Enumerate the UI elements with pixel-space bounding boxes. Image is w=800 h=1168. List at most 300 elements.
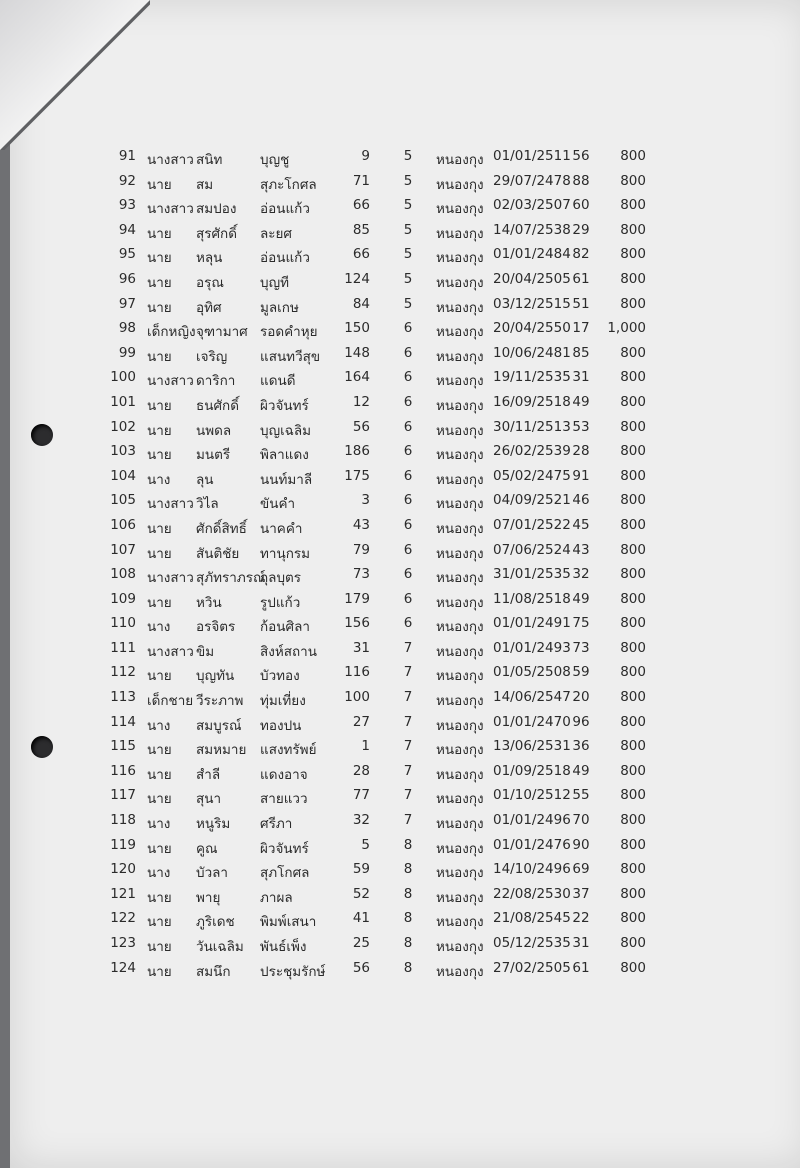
name-title: นาย <box>147 840 172 857</box>
house-number: 52 <box>352 885 370 902</box>
village-name: หนองกุง <box>436 766 484 783</box>
table-row <box>0 763 800 788</box>
name-title: นางสาว <box>147 496 194 513</box>
birth-date: 27/02/2505 <box>493 959 571 976</box>
allowance-amount: 800 <box>620 516 646 533</box>
age: 60 <box>572 197 590 214</box>
row-number: 118 <box>110 812 136 829</box>
age: 82 <box>572 246 590 263</box>
table-row <box>0 492 800 517</box>
age: 53 <box>572 418 590 435</box>
house-number: 56 <box>352 959 370 976</box>
moo-number: 5 <box>403 270 413 287</box>
moo-number: 7 <box>403 639 413 656</box>
last-name: สิงห์สถาน <box>260 643 317 660</box>
village-name: หนองกุง <box>436 840 484 857</box>
age: 55 <box>572 787 590 804</box>
village-name: หนองกุง <box>436 816 484 833</box>
first-name: สมหมาย <box>196 742 247 759</box>
village-name: หนองกุง <box>436 545 484 562</box>
last-name: ทองปน <box>260 717 302 734</box>
village-name: หนองกุง <box>436 299 484 316</box>
first-name: นพดล <box>196 422 232 439</box>
birth-date: 30/11/2513 <box>493 418 571 435</box>
name-title: นาง <box>147 619 171 636</box>
house-number: 179 <box>344 590 370 607</box>
row-number: 119 <box>110 836 136 853</box>
last-name: อ่อนแก้ว <box>260 201 310 218</box>
name-title: นาง <box>147 816 171 833</box>
allowance-amount: 800 <box>620 910 646 927</box>
house-number: 148 <box>344 344 370 361</box>
village-name: หนองกุง <box>436 520 484 537</box>
first-name: สำลี <box>196 766 221 783</box>
table-row <box>0 296 800 321</box>
table-row <box>0 861 800 886</box>
birth-date: 14/06/2547 <box>493 689 571 706</box>
name-title: นาย <box>147 766 172 783</box>
last-name: อ่อนแก้ว <box>260 250 310 267</box>
first-name: บุญทัน <box>196 668 235 685</box>
age: 49 <box>572 393 590 410</box>
moo-number: 8 <box>403 935 413 951</box>
house-number: 41 <box>352 910 370 927</box>
allowance-amount: 800 <box>620 885 646 902</box>
last-name: ก้อนศิลา <box>260 619 310 636</box>
village-name: หนองกุง <box>436 889 484 906</box>
table-row <box>0 714 800 739</box>
house-number: 116 <box>344 664 370 681</box>
row-number: 96 <box>118 270 136 287</box>
birth-date: 14/07/2538 <box>493 221 571 238</box>
last-name: แสนทวีสุข <box>260 348 321 365</box>
birth-date: 01/09/2518 <box>493 762 571 779</box>
moo-number: 5 <box>403 197 413 214</box>
name-title: นางสาว <box>147 201 194 218</box>
age: 36 <box>572 738 590 755</box>
name-title: เด็กหญิง <box>147 324 196 341</box>
village-name: หนองกุง <box>436 496 484 513</box>
row-number: 112 <box>110 664 136 681</box>
age: 51 <box>572 295 590 312</box>
allowance-amount: 800 <box>620 246 646 263</box>
table-row <box>0 222 800 247</box>
row-number: 91 <box>118 148 136 164</box>
first-name: สุรศักดิ์ <box>196 225 238 242</box>
last-name: ละยศ <box>260 225 293 242</box>
birth-date: 19/11/2535 <box>493 369 571 386</box>
table-row <box>0 345 800 370</box>
table-row <box>0 787 800 812</box>
name-title: นาย <box>147 397 172 414</box>
moo-number: 8 <box>403 959 413 976</box>
moo-number: 7 <box>403 689 413 706</box>
allowance-amount: 800 <box>620 541 646 558</box>
row-number: 115 <box>110 738 136 755</box>
age: 43 <box>572 541 590 558</box>
birth-date: 26/02/2539 <box>493 443 571 460</box>
name-title: นางสาว <box>147 570 194 587</box>
last-name: บุญที <box>260 274 289 291</box>
allowance-amount: 800 <box>620 566 646 583</box>
house-number: 27 <box>352 713 370 730</box>
row-number: 110 <box>110 615 136 632</box>
name-title: นาย <box>147 668 172 685</box>
house-number: 56 <box>352 418 370 435</box>
moo-number: 6 <box>403 590 413 607</box>
moo-number: 6 <box>403 541 413 558</box>
house-number: 164 <box>344 369 370 386</box>
age: 32 <box>572 566 590 583</box>
moo-number: 8 <box>403 910 413 927</box>
row-number: 107 <box>110 541 136 558</box>
birth-date: 16/09/2518 <box>493 393 571 410</box>
village-name: หนองกุง <box>436 619 484 636</box>
age: 29 <box>572 221 590 238</box>
allowance-amount: 800 <box>620 861 646 878</box>
row-number: 113 <box>110 689 136 706</box>
name-title: นาย <box>147 742 172 759</box>
name-title: นาย <box>147 348 172 365</box>
allowance-amount: 800 <box>620 689 646 706</box>
moo-number: 6 <box>403 467 413 484</box>
moo-number: 7 <box>403 738 413 755</box>
name-title: นาย <box>147 791 172 808</box>
age: 61 <box>572 959 590 976</box>
first-name: อรุณ <box>196 274 224 291</box>
birth-date: 10/06/2481 <box>493 344 571 361</box>
row-number: 94 <box>118 221 136 238</box>
name-title: นาย <box>147 520 172 537</box>
house-number: 9 <box>361 148 370 164</box>
village-name: หนองกุง <box>436 643 484 660</box>
age: 31 <box>572 369 590 386</box>
moo-number: 7 <box>403 713 413 730</box>
first-name: ดาริกา <box>196 373 236 390</box>
birth-date: 22/08/2530 <box>493 885 571 902</box>
age: 17 <box>572 320 590 337</box>
first-name: วิไล <box>196 496 219 513</box>
house-number: 71 <box>352 172 370 189</box>
row-number: 116 <box>110 762 136 779</box>
allowance-amount: 800 <box>620 590 646 607</box>
allowance-amount: 1,000 <box>607 320 646 337</box>
allowance-amount: 800 <box>620 295 646 312</box>
table-row <box>0 664 800 689</box>
table-row <box>0 173 800 198</box>
name-title: เด็กชาย <box>147 693 194 710</box>
village-name: หนองกุง <box>436 594 484 611</box>
name-title: นางสาว <box>147 643 194 660</box>
age: 70 <box>572 812 590 829</box>
name-title: นาย <box>147 545 172 562</box>
first-name: สมนึก <box>196 963 231 980</box>
allowance-amount: 800 <box>620 443 646 460</box>
row-number: 93 <box>118 197 136 214</box>
row-number: 117 <box>110 787 136 804</box>
last-name: ประชุมรักษ์ <box>260 963 326 980</box>
first-name: ภูริเดช <box>196 914 235 931</box>
last-name: สุภะโกศล <box>260 176 317 193</box>
moo-number: 8 <box>403 885 413 902</box>
last-name: สายแวว <box>260 791 308 808</box>
village-name: หนองกุง <box>436 865 484 882</box>
table-row <box>0 369 800 394</box>
row-number: 121 <box>110 885 136 902</box>
row-number: 109 <box>110 590 136 607</box>
age: 61 <box>572 270 590 287</box>
first-name: หลุน <box>196 250 223 267</box>
moo-number: 5 <box>403 172 413 189</box>
age: 90 <box>572 836 590 853</box>
village-name: หนองกุง <box>436 250 484 267</box>
table-row <box>0 960 800 985</box>
age: 75 <box>572 615 590 632</box>
allowance-amount: 800 <box>620 221 646 238</box>
name-title: นางสาว <box>147 373 194 390</box>
last-name: บุญชู <box>260 152 290 168</box>
table-row <box>0 246 800 271</box>
house-number: 66 <box>352 197 370 214</box>
birth-date: 01/01/2493 <box>493 639 571 656</box>
last-name: ผิวจันทร์ <box>260 397 309 414</box>
house-number: 59 <box>352 861 370 878</box>
first-name: สม <box>196 176 214 193</box>
moo-number: 6 <box>403 516 413 533</box>
house-number: 5 <box>361 836 370 853</box>
house-number: 32 <box>352 812 370 829</box>
village-name: หนองกุง <box>436 225 484 242</box>
house-number: 84 <box>352 295 370 312</box>
first-name: ลุน <box>196 471 214 488</box>
table-row <box>0 615 800 640</box>
name-title: นาง <box>147 865 171 882</box>
row-number: 124 <box>110 959 136 976</box>
birth-date: 01/10/2512 <box>493 787 571 804</box>
row-number: 100 <box>110 369 136 386</box>
last-name: รอดคำหุย <box>260 324 318 341</box>
first-name: เจริญ <box>196 348 228 365</box>
first-name: สมปอง <box>196 201 237 218</box>
village-name: หนองกุง <box>436 324 484 341</box>
name-title: นาย <box>147 889 172 906</box>
age: 73 <box>572 639 590 656</box>
village-name: หนองกุง <box>436 742 484 759</box>
table-row <box>0 468 800 493</box>
house-number: 66 <box>352 246 370 263</box>
table-row <box>0 837 800 862</box>
first-name: ขิม <box>196 643 215 660</box>
birth-date: 01/05/2508 <box>493 664 571 681</box>
house-number: 175 <box>344 467 370 484</box>
moo-number: 7 <box>403 787 413 804</box>
moo-number: 7 <box>403 812 413 829</box>
first-name: ธนศักดิ์ <box>196 397 239 414</box>
row-number: 120 <box>110 861 136 878</box>
age: 96 <box>572 713 590 730</box>
allowance-amount: 800 <box>620 467 646 484</box>
last-name: พันธ์เพ็ง <box>260 939 307 955</box>
table-row <box>0 738 800 763</box>
last-name: มูลเกษ <box>260 299 299 316</box>
name-title: นาง <box>147 471 171 488</box>
last-name: นนท์มาลี <box>260 471 313 488</box>
table-row <box>0 566 800 591</box>
table-row <box>0 271 800 296</box>
birth-date: 02/03/2507 <box>493 197 571 214</box>
village-name: หนองกุง <box>436 274 484 291</box>
birth-date: 03/12/2515 <box>493 295 571 312</box>
last-name: แสงทรัพย์ <box>260 742 317 759</box>
last-name: ศรีภา <box>260 816 293 833</box>
birth-date: 29/07/2478 <box>493 172 571 189</box>
table-row <box>0 394 800 419</box>
house-number: 43 <box>352 516 370 533</box>
birth-date: 01/01/2484 <box>493 246 571 263</box>
house-number: 31 <box>352 639 370 656</box>
age: 20 <box>572 689 590 706</box>
last-name: แดนดี <box>260 373 296 390</box>
row-number: 105 <box>110 492 136 509</box>
name-title: นาย <box>147 963 172 980</box>
birth-date: 21/08/2545 <box>493 910 571 927</box>
last-name: ภาผล <box>260 889 293 906</box>
moo-number: 6 <box>403 320 413 337</box>
allowance-amount: 800 <box>620 615 646 632</box>
birth-date: 07/01/2522 <box>493 516 571 533</box>
moo-number: 8 <box>403 861 413 878</box>
age: 31 <box>572 935 590 951</box>
moo-number: 6 <box>403 443 413 460</box>
moo-number: 6 <box>403 566 413 583</box>
moo-number: 8 <box>403 836 413 853</box>
first-name: วีระภาพ <box>196 693 244 710</box>
first-name: สุภัทราภรณ์ <box>196 570 266 587</box>
village-name: หนองกุง <box>436 693 484 710</box>
village-name: หนองกุง <box>436 717 484 734</box>
name-title: นาย <box>147 447 172 464</box>
house-number: 186 <box>344 443 370 460</box>
house-number: 73 <box>352 566 370 583</box>
village-name: หนองกุง <box>436 471 484 488</box>
table-row <box>0 419 800 444</box>
allowance-amount: 800 <box>620 197 646 214</box>
allowance-amount: 800 <box>620 418 646 435</box>
row-number: 99 <box>118 344 136 361</box>
moo-number: 6 <box>403 369 413 386</box>
village-name: หนองกุง <box>436 201 484 218</box>
last-name: ทุ่มเที่ยง <box>260 693 306 710</box>
house-number: 77 <box>352 787 370 804</box>
last-name: พิมพ์เสนา <box>260 914 317 931</box>
moo-number: 5 <box>403 295 413 312</box>
age: 45 <box>572 516 590 533</box>
name-title: นาย <box>147 299 172 316</box>
last-name: แดงอาจ <box>260 766 308 783</box>
village-name: หนองกุง <box>436 791 484 808</box>
table-row <box>0 443 800 468</box>
name-title: นาย <box>147 274 172 291</box>
birth-date: 14/10/2496 <box>493 861 571 878</box>
allowance-amount: 800 <box>620 836 646 853</box>
first-name: อรจิตร <box>196 619 236 636</box>
house-number: 156 <box>344 615 370 632</box>
last-name: ขันคำ <box>260 496 296 513</box>
row-number: 95 <box>118 246 136 263</box>
allowance-amount: 800 <box>620 172 646 189</box>
allowance-amount: 800 <box>620 787 646 804</box>
row-number: 92 <box>118 172 136 189</box>
age: 49 <box>572 762 590 779</box>
birth-date: 05/02/2475 <box>493 467 571 484</box>
first-name: จุฑามาศ <box>196 324 248 341</box>
age: 28 <box>572 443 590 460</box>
village-name: หนองกุง <box>436 668 484 685</box>
birth-date: 01/01/2496 <box>493 812 571 829</box>
row-number: 103 <box>110 443 136 460</box>
first-name: บัวลา <box>196 865 229 882</box>
village-name: หนองกุง <box>436 963 484 980</box>
allowance-amount: 800 <box>620 344 646 361</box>
birth-date: 01/01/2511 <box>493 148 571 164</box>
last-name: บุญเฉลิม <box>260 422 312 439</box>
moo-number: 6 <box>403 393 413 410</box>
moo-number: 7 <box>403 762 413 779</box>
first-name: วันเฉลิม <box>196 939 244 955</box>
first-name: สนิท <box>196 152 223 168</box>
village-name: หนองกุง <box>436 939 484 955</box>
allowance-amount: 800 <box>620 393 646 410</box>
row-number: 104 <box>110 467 136 484</box>
age: 85 <box>572 344 590 361</box>
last-name: บัวทอง <box>260 668 300 685</box>
allowance-amount: 800 <box>620 148 646 164</box>
house-number: 150 <box>344 320 370 337</box>
moo-number: 6 <box>403 344 413 361</box>
last-name: รูปแก้ว <box>260 594 301 611</box>
allowance-amount: 800 <box>620 639 646 656</box>
house-number: 3 <box>361 492 370 509</box>
birth-date: 13/06/2531 <box>493 738 571 755</box>
birth-date: 07/06/2524 <box>493 541 571 558</box>
birth-date: 01/01/2491 <box>493 615 571 632</box>
birth-date: 31/01/2535 <box>493 566 571 583</box>
row-number: 122 <box>110 910 136 927</box>
name-title: นาย <box>147 939 172 955</box>
age: 37 <box>572 885 590 902</box>
house-number: 1 <box>361 738 370 755</box>
village-name: หนองกุง <box>436 914 484 931</box>
table-row <box>0 542 800 567</box>
moo-number: 6 <box>403 492 413 509</box>
last-name: สุภโกศล <box>260 865 310 882</box>
table-row <box>0 148 800 173</box>
village-name: หนองกุง <box>436 447 484 464</box>
beneficiary-table <box>0 148 800 984</box>
first-name: หวิน <box>196 594 222 611</box>
moo-number: 6 <box>403 615 413 632</box>
birth-date: 05/12/2535 <box>493 935 571 951</box>
village-name: หนองกุง <box>436 570 484 587</box>
table-row <box>0 320 800 345</box>
allowance-amount: 800 <box>620 369 646 386</box>
allowance-amount: 800 <box>620 935 646 951</box>
table-row <box>0 591 800 616</box>
row-number: 97 <box>118 295 136 312</box>
moo-number: 7 <box>403 664 413 681</box>
allowance-amount: 800 <box>620 959 646 976</box>
village-name: หนองกุง <box>436 422 484 439</box>
